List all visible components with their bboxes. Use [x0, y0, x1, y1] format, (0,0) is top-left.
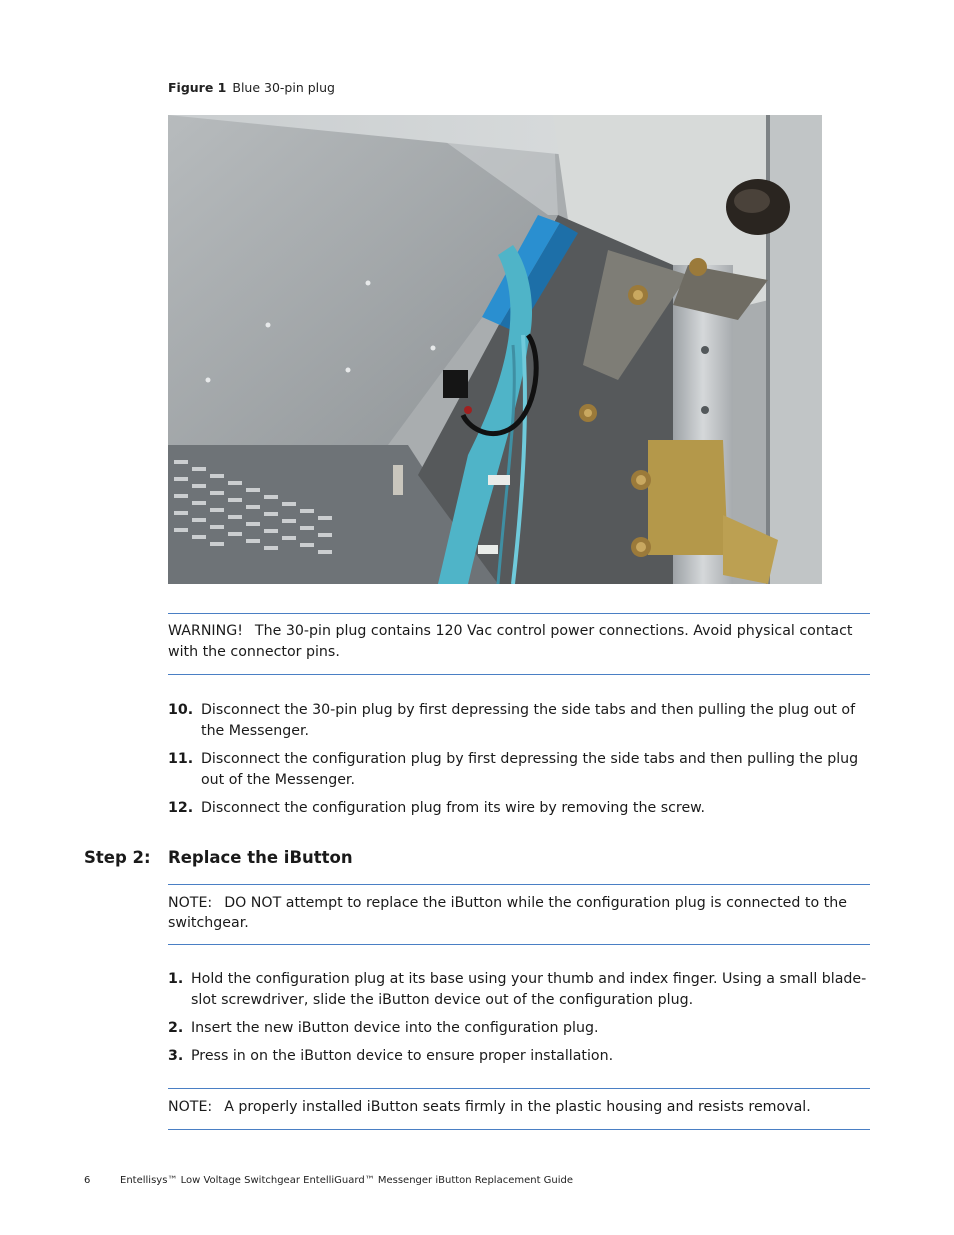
note1-bottom-rule [168, 944, 870, 945]
page-number: 6 [84, 1175, 91, 1186]
warning-callout [168, 621, 870, 663]
step-number: 1. [168, 971, 184, 987]
step-label: Step 2: [84, 848, 151, 867]
list-item [168, 1046, 870, 1067]
note1-top-rule [168, 884, 870, 885]
figure-caption-text: Blue 30-pin plug [232, 80, 335, 95]
warning-text: The 30-pin plug contains 120 Vac control power connections. Avoid physical contact with the connector pins. [168, 623, 853, 660]
note1-text: DO NOT attempt to replace the iButton while the configuration plug is connected to the switchgear. [168, 895, 847, 931]
footer-title: Entellisys™ Low Voltage Switchgear EntelliGuard™ Messenger iButton Replacement Guide [120, 1175, 574, 1186]
list-item [168, 969, 870, 1011]
list-item [168, 798, 870, 819]
list-item [168, 700, 870, 742]
note2-bottom-rule [168, 1129, 870, 1130]
list-item [168, 1018, 870, 1039]
warning-top-rule [168, 613, 870, 614]
step-text: Press in on the iButton device to ensure proper installation. [191, 1048, 614, 1064]
note2-tag: NOTE: [168, 1099, 213, 1115]
section-title: Replace the iButton [168, 848, 353, 867]
step-number: 3. [168, 1048, 184, 1064]
step-number: 2. [168, 1020, 184, 1036]
figure-caption [168, 80, 335, 95]
list-item [168, 749, 870, 791]
step-text: Insert the new iButton device into the configuration plug. [191, 1020, 599, 1036]
note1-callout [168, 893, 870, 933]
figure-label: Figure 1 [168, 80, 227, 95]
steps-list-a [168, 700, 870, 826]
note2-callout [168, 1097, 870, 1118]
figure-photo [168, 115, 822, 584]
note2-top-rule [168, 1088, 870, 1089]
warning-tag: WARNING! [168, 623, 243, 639]
step-text: Hold the configuration plug at its base using your thumb and index finger. Using a small blade-slot screwdriver, slide the iButton device out of the configuration plug. [191, 971, 867, 1008]
steps-list-b [168, 969, 870, 1074]
step-number: 11. [168, 751, 194, 767]
step-text: Disconnect the configuration plug from its wire by removing the screw. [201, 800, 705, 816]
note2-text: A properly installed iButton seats firmly in the plastic housing and resists removal. [224, 1099, 811, 1115]
step-number: 12. [168, 800, 194, 816]
warning-bottom-rule [168, 674, 870, 675]
step-text: Disconnect the 30-pin plug by first depressing the side tabs and then pulling the plug out of the Messenger. [201, 702, 856, 739]
step-text: Disconnect the configuration plug by first depressing the side tabs and then pulling the plug out of the Messenger. [201, 751, 859, 788]
note1-tag: NOTE: [168, 895, 213, 911]
step-number: 10. [168, 702, 194, 718]
